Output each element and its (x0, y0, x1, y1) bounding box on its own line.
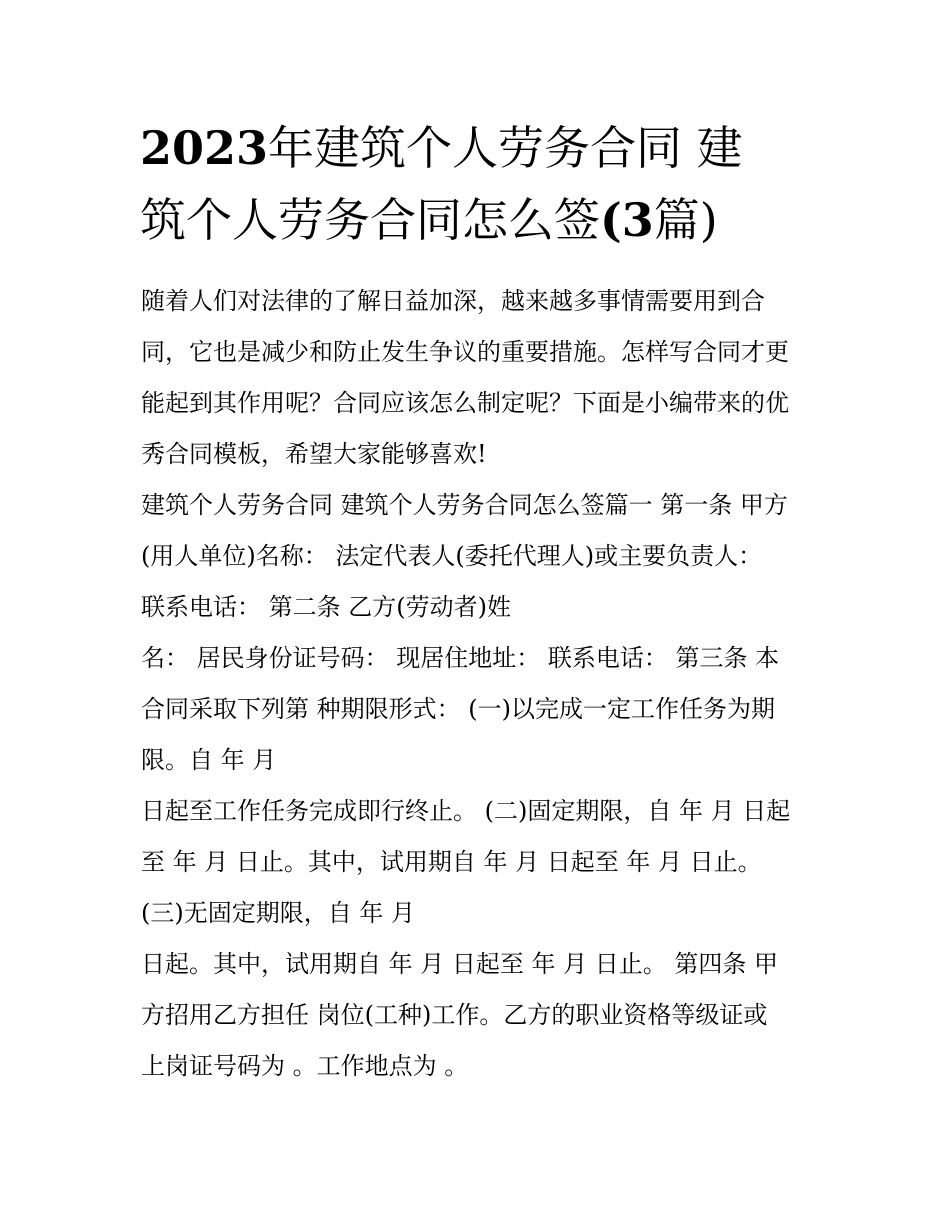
body-line: (用人单位)名称： 法定代表人(委托代理人)或主要负责人： (141, 542, 763, 570)
body-line: 同，它也是减少和防止发生争议的重要措施。怎样写合同才更 (141, 338, 789, 366)
body-line: 能起到其作用呢？合同应该怎么制定呢？下面是小编带来的优 (141, 389, 789, 417)
body-line: 方招用乙方担任 岗位(工种)工作。乙方的职业资格等级证或 (141, 1001, 768, 1029)
body-line: 随着人们对法律的了解日益加深，越来越多事情需要用到合 (141, 287, 765, 315)
document-title (140, 112, 820, 256)
body-line: 合同采取下列第 种期限形式： (一)以完成一定工作任务为期 (141, 695, 775, 723)
body-line: 至 年 月 日止。其中，试用期自 年 月 日起至 年 月 日止。 (141, 848, 762, 876)
body-line: 建筑个人劳务合同 建筑个人劳务合同怎么签篇一 第一条 甲方 (141, 491, 788, 519)
body-line: 限。自 年 月 (141, 746, 277, 774)
document-body (141, 276, 821, 1092)
body-line: 名： 居民身份证号码： 现居住地址： 联系电话： 第三条 本 (141, 644, 780, 672)
title-text-2: 筑个人劳务合同怎么签 (140, 193, 600, 247)
title-text-1: 年建筑个人劳务合同 建 (268, 121, 743, 175)
body-line: 秀合同模板，希望大家能够喜欢! (141, 440, 487, 468)
body-line: (三)无固定期限，自 年 月 (141, 899, 415, 927)
title-text-3: 篇) (653, 193, 718, 247)
body-line: 上岗证号码为 。工作地点为 。 (141, 1052, 469, 1080)
body-line: 联系电话： 第二条 乙方(劳动者)姓 (141, 593, 511, 621)
title-line-1 (140, 112, 820, 184)
title-count: (3 (600, 193, 654, 247)
title-year: 2023 (140, 121, 269, 175)
body-line: 日起至工作任务完成即行终止。 (二)固定期限，自 年 月 日起 (141, 797, 791, 825)
body-line: 日起。其中，试用期自 年 月 日起至 年 月 日止。 第四条 甲 (141, 950, 779, 978)
title-line-2 (140, 184, 820, 256)
